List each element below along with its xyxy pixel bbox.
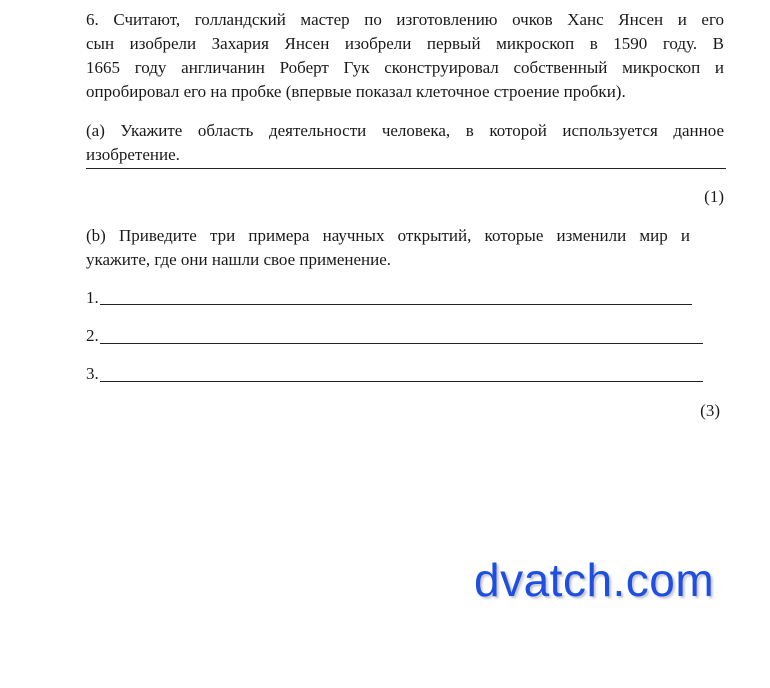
question-intro-line-1: 6. Считают, голландский мастер по изготовлению очков Ханс Янсен и его xyxy=(86,10,724,29)
part-a-mark: (1) xyxy=(704,187,724,206)
part-a-answer-line[interactable] xyxy=(86,168,726,169)
part-a-prompt-line-1: (a) Укажите область деятельности человека, в которой используется данное xyxy=(86,121,724,140)
answer-line-1[interactable] xyxy=(100,304,692,305)
part-b-prompt-line-2: укажите, где они нашли свое применение. xyxy=(86,250,392,269)
question-intro-line-2: сын изобрели Захария Янсен изобрели первый микроскоп в 1590 году. В xyxy=(86,34,724,53)
answer-line-3[interactable] xyxy=(100,381,703,382)
part-a-prompt-line-2: изобретение. xyxy=(86,145,180,164)
answer-number-1: 1. xyxy=(86,288,99,307)
question-intro-line-4: опробировал его на пробке (впервые показал клеточное строение пробки). xyxy=(86,82,626,101)
part-b-prompt-line-1: (b) Приведите три примера научных открытий, которые изменили мир и xyxy=(86,226,690,245)
question-intro-line-3: 1665 году англичанин Роберт Гук сконструировал собственный микроскоп и xyxy=(86,58,724,77)
part-b-mark: (3) xyxy=(700,401,720,420)
answer-number-3: 3. xyxy=(86,364,99,383)
watermark-logo: dvatch.com xyxy=(474,554,715,606)
answer-number-2: 2. xyxy=(86,326,99,345)
answer-line-2[interactable] xyxy=(100,343,703,344)
